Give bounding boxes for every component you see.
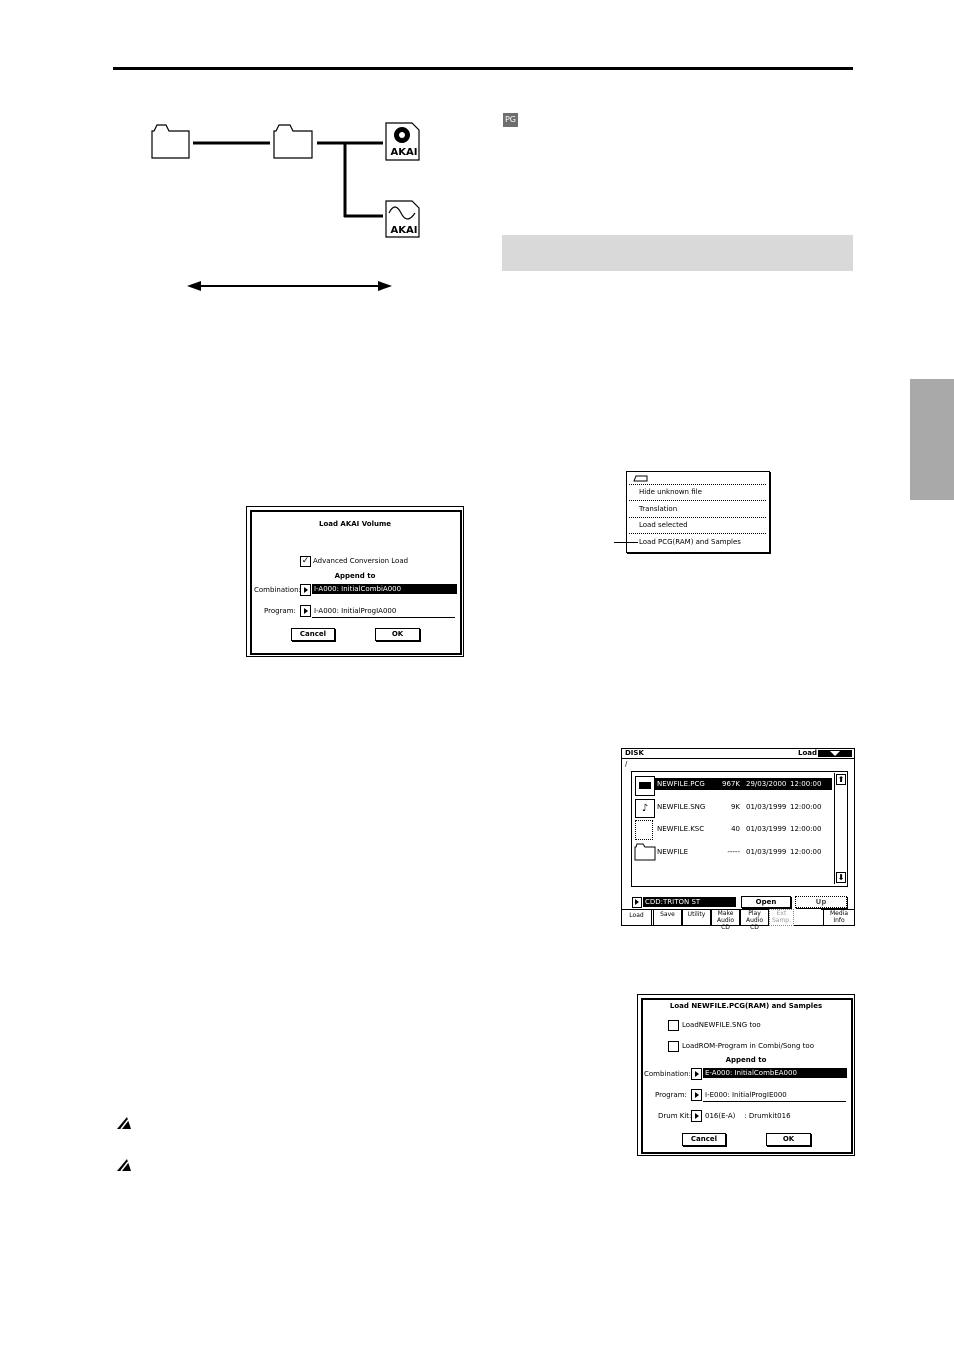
akai-sample-label: AKAI xyxy=(390,225,418,236)
callout-line xyxy=(614,542,638,543)
program-underline xyxy=(703,1101,846,1102)
drum-kit-value[interactable]: 016(E-A) : Drumkit016 xyxy=(705,1112,791,1120)
menu-divider xyxy=(629,533,766,534)
file-date: 01/03/1999 xyxy=(746,803,787,811)
program-value[interactable]: I-E000: InitialProgIE000 xyxy=(705,1091,787,1099)
file-list xyxy=(631,771,848,887)
file-row[interactable] xyxy=(632,818,832,840)
program-underline xyxy=(312,617,455,618)
cancel-button[interactable]: Cancel xyxy=(682,1133,726,1146)
tab-ext-samp: Ext Samp. xyxy=(769,909,794,926)
program-popup-button[interactable] xyxy=(691,1089,702,1101)
advanced-conversion-checkbox[interactable]: ✓ xyxy=(301,556,310,566)
file-date: 29/03/2000 xyxy=(746,780,787,788)
file-date: 01/03/1999 xyxy=(746,848,787,856)
program-value[interactable]: I-A000: InitialProgIA000 xyxy=(314,607,397,615)
file-time: 12:00:00 xyxy=(790,848,822,856)
combination-value[interactable]: I-A000: InitialCombiA000 xyxy=(312,584,457,594)
tab-load[interactable]: Load xyxy=(622,910,652,926)
disk-path: / xyxy=(625,760,628,768)
folder-icon xyxy=(634,843,656,861)
combination-popup-button[interactable] xyxy=(691,1068,702,1080)
tab-play-audio-cd[interactable]: Play Audio CD xyxy=(740,909,769,926)
append-to-label: Append to xyxy=(334,572,376,580)
menu-item-load-pcg-samples[interactable]: Load PCG(RAM) and Samples xyxy=(639,538,741,546)
load-rom-program-checkbox[interactable] xyxy=(668,1041,679,1052)
cancel-button[interactable]: Cancel xyxy=(291,628,335,641)
up-button[interactable]: Up xyxy=(795,896,847,908)
mode-dropdown-button[interactable] xyxy=(818,750,852,757)
song-file-icon: ♪ xyxy=(635,799,655,818)
append-to-label: Append to xyxy=(725,1056,767,1064)
menu-item-hide-unknown[interactable]: Hide unknown file xyxy=(639,488,702,496)
file-name: NEWFILE.PCG xyxy=(657,780,705,788)
note-icon xyxy=(116,1116,132,1130)
load-newfile-dialog xyxy=(637,994,855,1156)
file-size: 40 xyxy=(731,825,740,833)
combination-label: Combination: xyxy=(644,1070,691,1078)
combination-value[interactable]: E-A000: InitialCombEA000 xyxy=(703,1068,847,1078)
file-name: NEWFILE.KSC xyxy=(657,825,705,833)
drum-kit-popup-button[interactable] xyxy=(691,1110,702,1122)
tab-media-info[interactable]: Media Info xyxy=(823,909,855,926)
file-name: NEWFILE xyxy=(657,848,688,856)
advanced-conversion-label: Advanced Conversion Load xyxy=(313,557,409,565)
ksc-file-icon xyxy=(635,820,653,840)
combination-label: Combination: xyxy=(254,586,301,594)
file-time: 12:00:00 xyxy=(790,825,822,833)
disk-title-bar xyxy=(622,749,854,759)
tab-empty xyxy=(794,909,821,924)
load-song-checkbox[interactable] xyxy=(668,1020,679,1031)
folder-icon xyxy=(274,125,312,158)
menu-item-load-selected[interactable]: Load selected xyxy=(639,521,688,529)
menu-divider xyxy=(629,484,766,486)
file-size: 967K xyxy=(722,780,740,788)
disk-screen xyxy=(621,748,855,931)
ok-button[interactable]: OK xyxy=(766,1133,811,1146)
tab-utility[interactable]: Utility xyxy=(682,909,711,926)
file-date: 01/03/1999 xyxy=(746,825,787,833)
akai-program-label: AKAI xyxy=(390,147,418,158)
drive-select[interactable]: CDD:TRITON ST xyxy=(643,897,736,907)
combination-popup-button[interactable] xyxy=(300,584,311,596)
scroll-up-icon[interactable]: ⬆ xyxy=(837,775,845,784)
ok-button[interactable]: OK xyxy=(375,628,420,641)
disk-title: DISK xyxy=(625,749,644,757)
dialog-title: Load AKAI Volume xyxy=(318,520,391,528)
header-rule xyxy=(113,67,853,70)
file-time: 12:00:00 xyxy=(790,780,822,788)
program-label: Program: xyxy=(264,607,296,615)
load-akai-volume-dialog xyxy=(246,506,464,657)
menu-divider xyxy=(629,500,766,501)
folder-tree-diagram xyxy=(145,115,435,300)
program-label: Program: xyxy=(655,1091,687,1099)
drum-kit-label: Drum Kit: xyxy=(658,1112,692,1120)
tab-save[interactable]: Save xyxy=(653,909,682,926)
disk-popup-menu xyxy=(626,471,770,553)
menu-divider xyxy=(629,517,766,518)
file-name: NEWFILE.SNG xyxy=(657,803,706,811)
section-heading-bar xyxy=(502,235,853,271)
disk-mode: Load xyxy=(798,749,818,757)
file-time: 12:00:00 xyxy=(790,803,822,811)
file-size: 9K xyxy=(730,803,740,811)
pg-badge: PG xyxy=(503,113,518,127)
file-row[interactable] xyxy=(632,840,832,862)
pcg-file-icon xyxy=(635,776,655,796)
dialog-inner-frame xyxy=(250,510,462,655)
program-popup-button[interactable] xyxy=(300,605,311,617)
menu-item-translation[interactable]: Translation xyxy=(639,505,678,513)
open-button[interactable]: Open xyxy=(741,896,791,908)
drive-popup-button[interactable] xyxy=(632,897,642,908)
scrollbar[interactable] xyxy=(834,773,846,884)
scroll-down-icon[interactable]: ⬇ xyxy=(837,873,845,882)
chevron-down-icon xyxy=(830,751,840,756)
side-tab xyxy=(910,379,954,500)
folder-icon xyxy=(152,125,189,158)
file-row[interactable] xyxy=(632,796,832,818)
load-song-label: LoadNEWFILE.SNG too xyxy=(682,1021,761,1029)
file-row[interactable] xyxy=(632,774,832,796)
tab-make-audio-cd[interactable]: Make Audio CD xyxy=(711,909,740,926)
load-rom-program-label: LoadROM-Program in Combi/Song too xyxy=(682,1042,814,1050)
menu-tab-icon xyxy=(633,475,649,483)
note-icon xyxy=(116,1158,132,1172)
tab-bar xyxy=(622,909,854,931)
dialog-title: Load NEWFILE.PCG(RAM) and Samples xyxy=(669,1002,823,1010)
file-size: ----- xyxy=(727,848,740,856)
